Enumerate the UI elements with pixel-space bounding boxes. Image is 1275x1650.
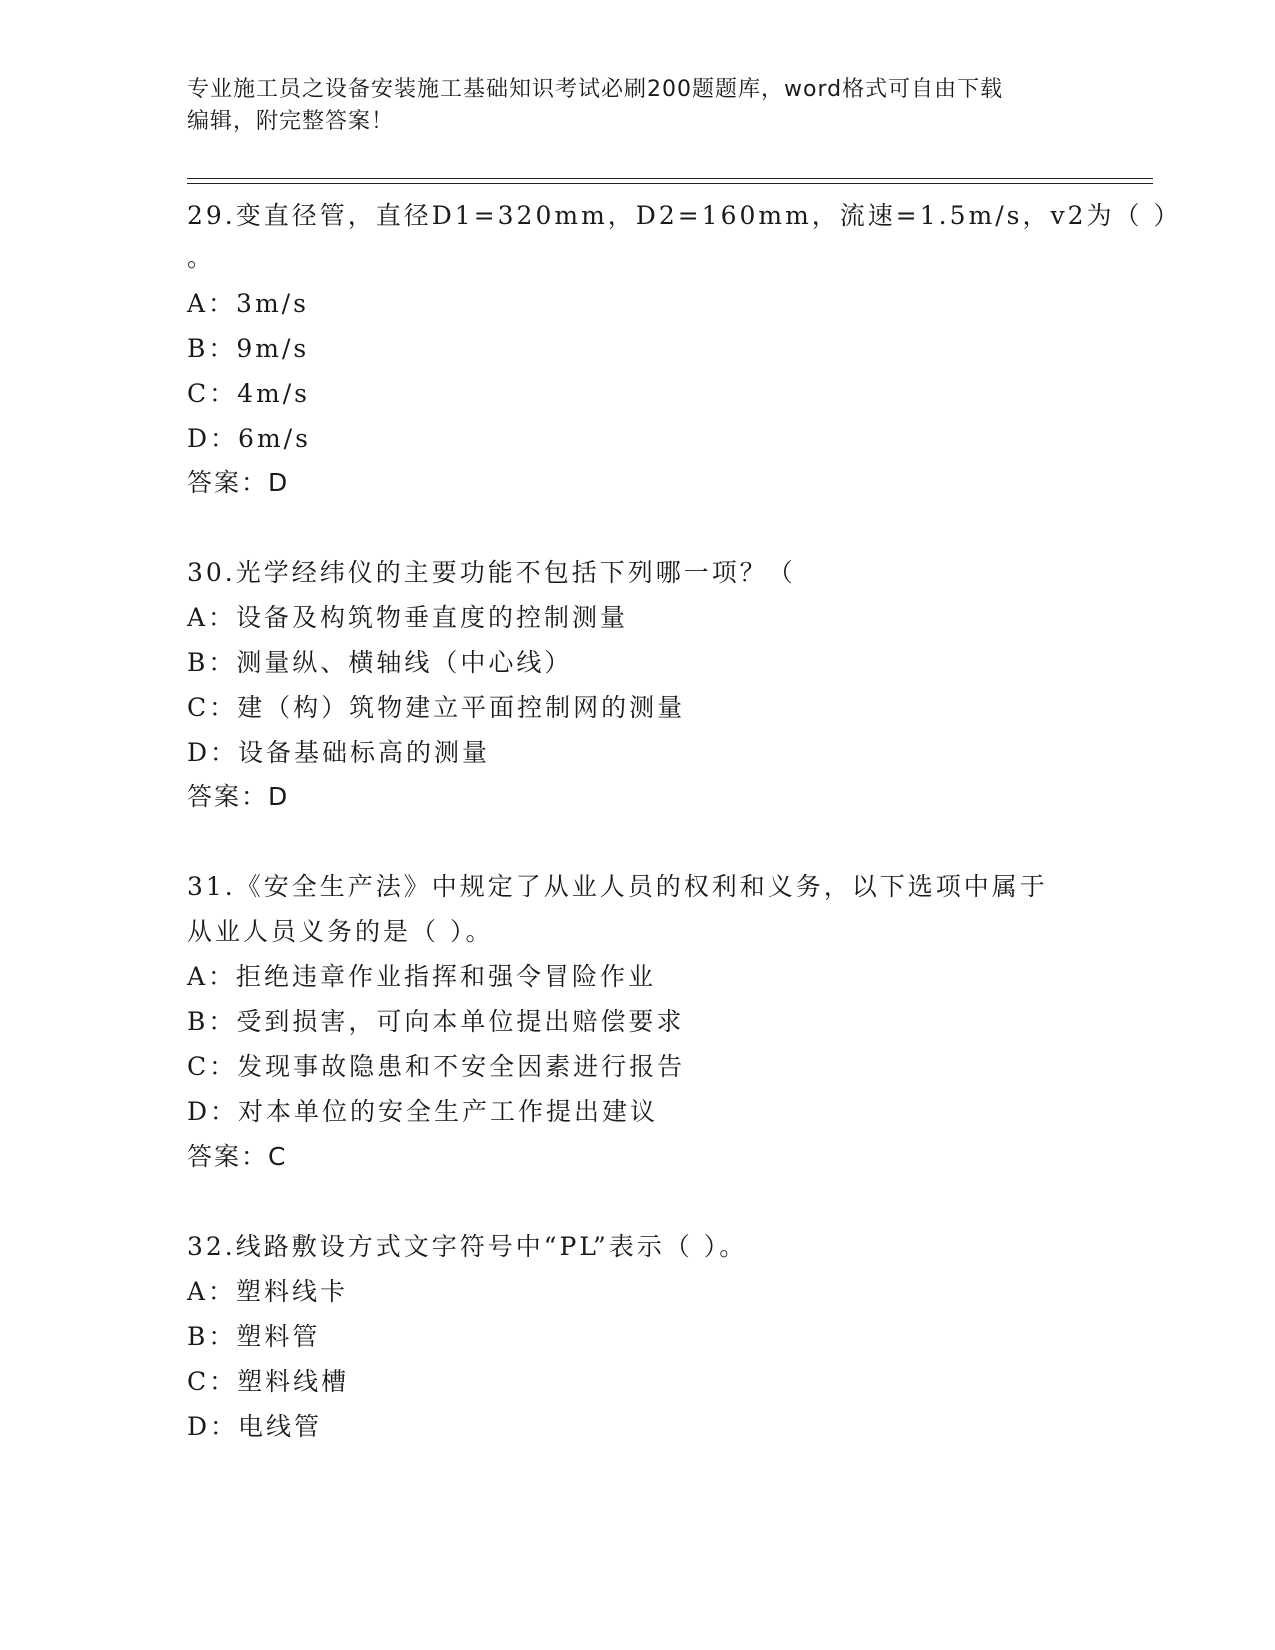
question-30-option-a: A：设备及构筑物垂直度的控制测量 — [187, 603, 629, 632]
question-31-option-c: C：发现事故隐患和不安全因素进行报告 — [187, 1052, 686, 1081]
question-31-stem-line-2: 从业人员义务的是（ ）。 — [187, 917, 494, 946]
question-30-option-b: B：测量纵、横轴线（中心线） — [187, 648, 573, 677]
question-30-option-c: C：建（构）筑物建立平面控制网的测量 — [187, 693, 686, 722]
header-line-1: 专业施工员之设备安装施工基础知识考试必刷200题题库，word格式可自由下载 — [187, 77, 1004, 102]
question-29-option-d: D：6m/s — [187, 424, 311, 453]
document-header — [187, 74, 1087, 138]
question-30-answer: 答案：D — [187, 782, 290, 811]
question-29-stem-line-2: 。 — [187, 243, 216, 272]
header-divider-bottom — [187, 183, 1153, 184]
question-29-answer: 答案：D — [187, 468, 290, 497]
question-29-option-b: B：9m/s — [187, 334, 310, 363]
question-31-answer: 答案：C — [187, 1142, 288, 1171]
header-line-2: 编辑，附完整答案！ — [187, 109, 395, 134]
question-30-stem-line-1: 30.光学经纬仪的主要功能不包括下列哪一项？（ — [187, 558, 796, 587]
question-32-option-a: A：塑料线卡 — [187, 1277, 349, 1306]
question-32-option-c: C：塑料线槽 — [187, 1367, 350, 1396]
header-divider-top — [187, 178, 1153, 179]
question-30-option-d: D：设备基础标高的测量 — [187, 738, 491, 767]
question-31-option-b: B：受到损害，可向本单位提出赔偿要求 — [187, 1007, 685, 1036]
question-32-option-b: B：塑料管 — [187, 1322, 321, 1351]
question-29-option-c: C：4m/s — [187, 379, 310, 408]
question-31-option-d: D：对本单位的安全生产工作提出建议 — [187, 1097, 659, 1126]
question-31-stem-line-1: 31.《安全生产法》中规定了从业人员的权利和义务，以下选项中属于 — [187, 872, 1048, 901]
question-32-stem-line-1: 32.线路敷设方式文字符号中“PL”表示（ ）。 — [187, 1232, 748, 1261]
question-29-option-a: A：3m/s — [187, 289, 309, 318]
question-32-option-d: D：电线管 — [187, 1412, 323, 1441]
question-29-stem-line-1: 29.变直径管，直径D1=320mm，D2=160mm，流速=1.5m/s，v2为（ ） — [187, 201, 1182, 230]
question-31-option-a: A：拒绝违章作业指挥和强令冒险作业 — [187, 962, 657, 991]
